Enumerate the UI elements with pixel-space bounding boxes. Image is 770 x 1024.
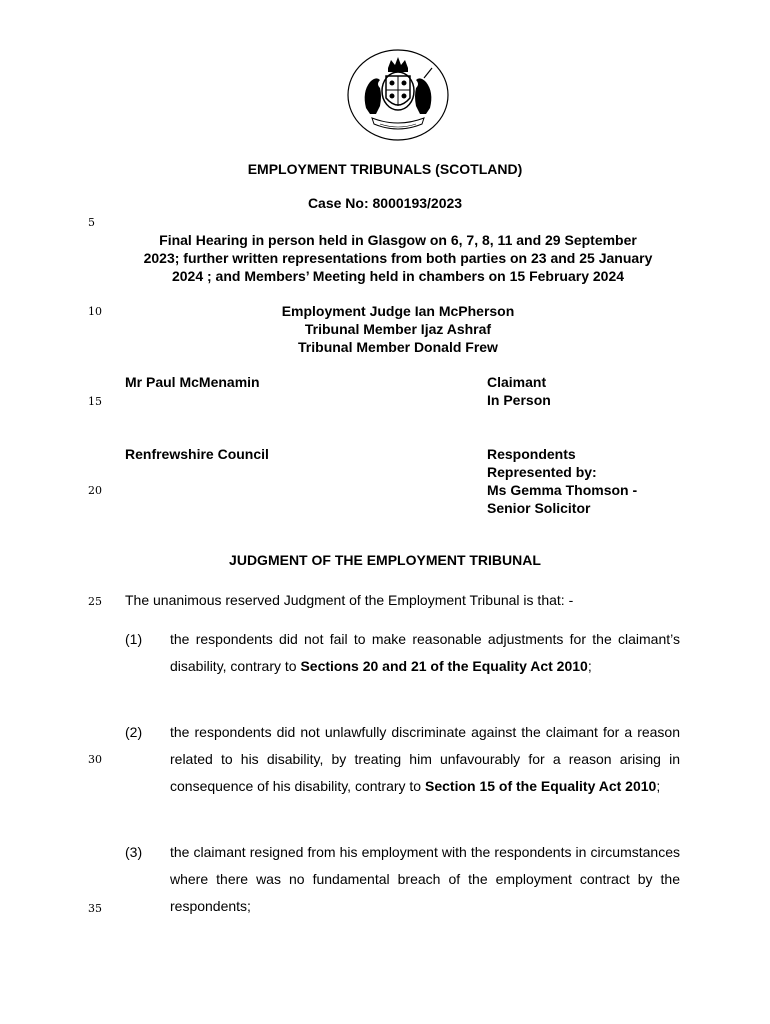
judgment-item-text (170, 839, 680, 920)
respondent-representative-title: Senior Solicitor (487, 500, 591, 516)
hearing-line: Final Hearing in person held in Glasgow on 6, 7, 8, 11 and 29 September (159, 232, 637, 248)
claimant-name: Mr Paul McMenamin (125, 374, 260, 390)
item-text-punctuation: ; (656, 778, 661, 794)
claimant-label: Claimant (487, 374, 547, 390)
claimant-role (487, 373, 551, 409)
judgment-heading: JUDGMENT OF THE EMPLOYMENT TRIBUNAL (229, 552, 541, 568)
line-number: 10 (88, 305, 102, 318)
line-number: 35 (88, 902, 102, 915)
item-text-punctuation: ; (587, 658, 592, 674)
item-text-statute: Sections 20 and 21 of the Equality Act 2010 (300, 658, 588, 674)
line-number: 25 (88, 595, 102, 608)
line-number: 15 (88, 395, 102, 408)
respondent-role (487, 445, 637, 517)
panel-member-judge: Employment Judge Ian McPherson (281, 303, 515, 319)
judgment-item-number: (3) (125, 844, 143, 860)
judgment-item-text (170, 719, 680, 800)
tribunal-title: EMPLOYMENT TRIBUNALS (SCOTLAND) (247, 161, 523, 177)
item-text-statute: Section 15 of the Equality Act 2010 (425, 778, 657, 794)
judgment-intro: The unanimous reserved Judgment of the Employment Tribunal is that: - (125, 592, 574, 608)
judgment-item-number: (2) (125, 724, 143, 740)
line-number: 20 (88, 484, 102, 497)
hearing-details (118, 231, 678, 285)
royal-coat-of-arms-emblem (346, 48, 450, 142)
item-text-plain: the respondents did not fail to make reasonable adjustments for the claimant’s disability, contrary to (170, 631, 680, 674)
judgment-item-text (170, 626, 680, 680)
case-number: Case No: 8000193/2023 (307, 195, 463, 211)
respondent-representation: Represented by: (487, 464, 597, 480)
tribunal-panel (118, 302, 678, 356)
panel-member: Tribunal Member Donald Frew (298, 339, 498, 355)
claimant-representation: In Person (487, 392, 551, 408)
respondent-label: Respondents (487, 446, 576, 462)
hearing-line: 2023; further written representations from both parties on 23 and 25 January (143, 250, 653, 266)
judgment-item-number: (1) (125, 631, 143, 647)
item-text-plain: the claimant resigned from his employment with the respondents in circumstances where there was no fundamental breach of the employment contract by the respondents; (170, 844, 680, 914)
hearing-line: 2024 ; and Members’ Meeting held in chambers on 15 February 2024 (171, 268, 625, 284)
panel-member: Tribunal Member Ijaz Ashraf (304, 321, 492, 337)
respondent-representative: Ms Gemma Thomson - (487, 482, 638, 498)
item-text-plain: the respondents did not unlawfully discriminate against the claimant for a reason related to his disability, by treating him unfavourably for a reason arising in consequence of his disability, contrary to (170, 724, 680, 794)
respondent-name: Renfrewshire Council (125, 446, 269, 462)
line-number: 30 (88, 753, 102, 766)
line-number: 5 (88, 216, 95, 229)
